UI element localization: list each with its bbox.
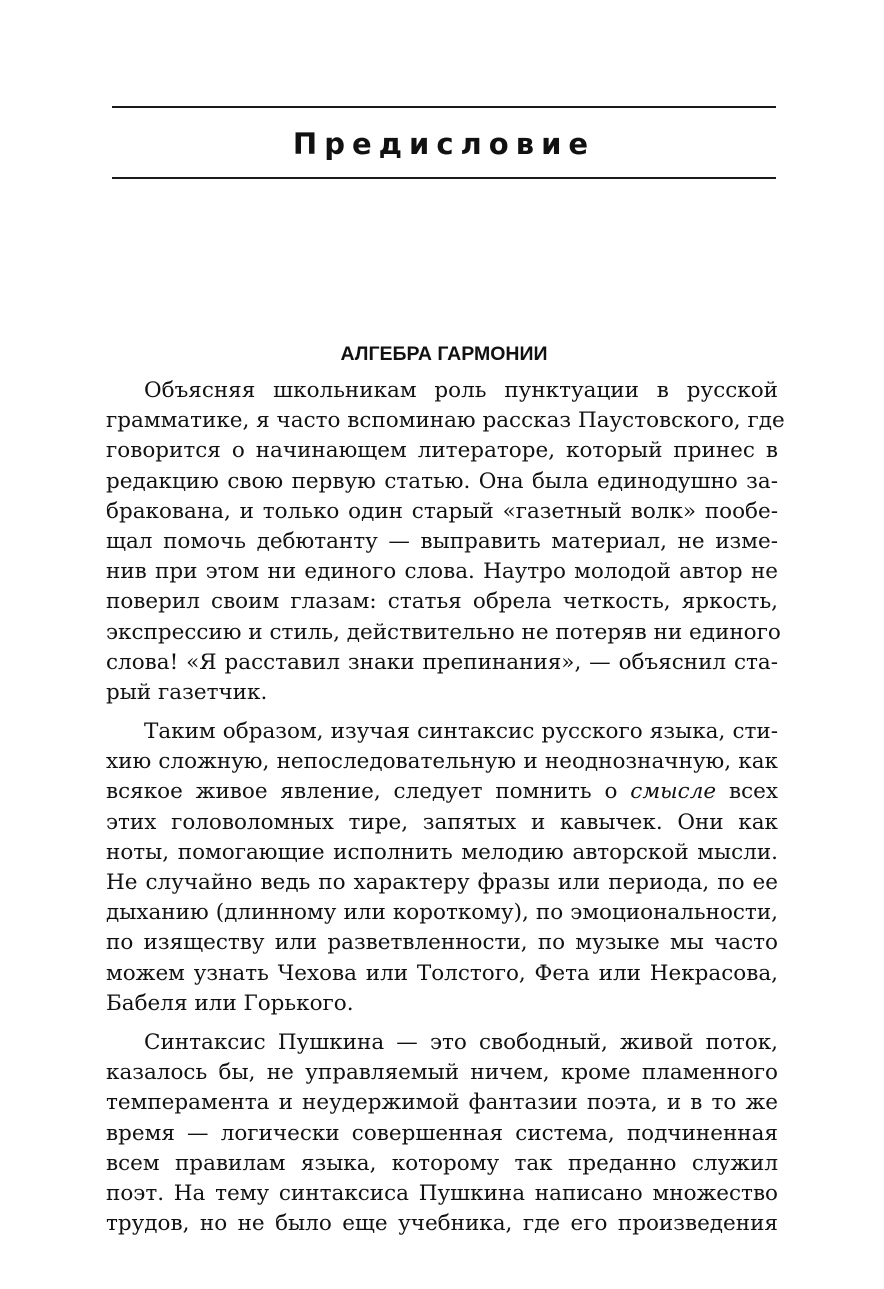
text-line: время — логически совершенная система, подчиненная: [106, 1120, 778, 1146]
text-line: этих головоломных тире, запятых и кавычек. Они как: [106, 809, 778, 835]
text-line: казалось бы, не управляемый ничем, кроме пламенного: [106, 1060, 778, 1086]
text-line: Таким образом, изучая синтаксис русского языка, сти-: [144, 719, 778, 745]
text-line: темперамента и неудержимой фантазии поэта, и в то же: [106, 1090, 778, 1116]
text-line: поверил своим глазам: статья обрела четкость, яркость,: [106, 589, 778, 615]
text-line: Объясняя школьникам роль пунктуации в русской: [144, 378, 778, 403]
text-line: трудов, но не было еще учебника, где его произведения: [106, 1211, 778, 1237]
text-line: можем узнать Чехова или Толстого, Фета или Некрасова,: [106, 960, 778, 986]
text-line: экспрессию и стиль, действительно не потеряв ни единого: [106, 619, 781, 645]
paragraph-2: [106, 717, 778, 1019]
text-line: Бабеля или Горького.: [106, 990, 354, 1016]
text-line: бракована, и только один старый «газетный волк» пообе-: [106, 498, 778, 524]
emphasized-word: смысле: [630, 779, 717, 805]
text-line: слова! «Я расставил знаки препинания», — объяснил ста-: [106, 649, 778, 675]
text-line: Синтаксис Пушкина — это свободный, живой поток,: [144, 1029, 778, 1055]
text-line: говорится о начинающем литераторе, который принес в: [106, 438, 778, 464]
text-line: по изяществу или разветвленности, по музыке мы часто: [106, 930, 778, 956]
text-line: поэт. На тему синтаксиса Пушкина написано множество: [106, 1180, 778, 1206]
section-heading: АЛГЕБРА ГАРМОНИИ: [340, 343, 548, 365]
text-line: редакцию свою первую статью. Она была единодушно за-: [106, 468, 778, 494]
text-line: всем правилам языка, которому так преданно служил: [106, 1150, 778, 1176]
text-line: щал помочь дебютанту — выправить материал, не изме-: [106, 528, 778, 554]
text-line: ноты, помогающие исполнить мелодию авторской мысли.: [106, 839, 778, 865]
text-line: нив при этом ни единого слова. Наутро молодой автор не: [106, 559, 778, 585]
paragraph-3: [106, 1028, 778, 1239]
text-segment: всякое живое явление, следует помнить о: [106, 779, 618, 805]
title-rule-top: [112, 106, 776, 108]
body-text: [106, 376, 785, 1248]
text-line-with-emphasis: [106, 777, 778, 807]
text-line: рый газетчик.: [106, 679, 268, 705]
text-line: грамматике, я часто вспоминаю рассказ Паустовского, где: [106, 408, 785, 434]
text-segment: всех: [729, 779, 779, 805]
paragraph-1: [106, 376, 785, 708]
text-line: хию сложную, непоследовательную и неоднозначную, как: [106, 749, 778, 775]
text-line: Не случайно ведь по характеру фразы или периода, по ее: [106, 870, 778, 895]
text-line: дыханию (длинному или короткому), по эмоциональности,: [106, 900, 778, 926]
chapter-title: Предисловие: [292, 127, 596, 161]
title-rule-bottom: [112, 177, 776, 179]
